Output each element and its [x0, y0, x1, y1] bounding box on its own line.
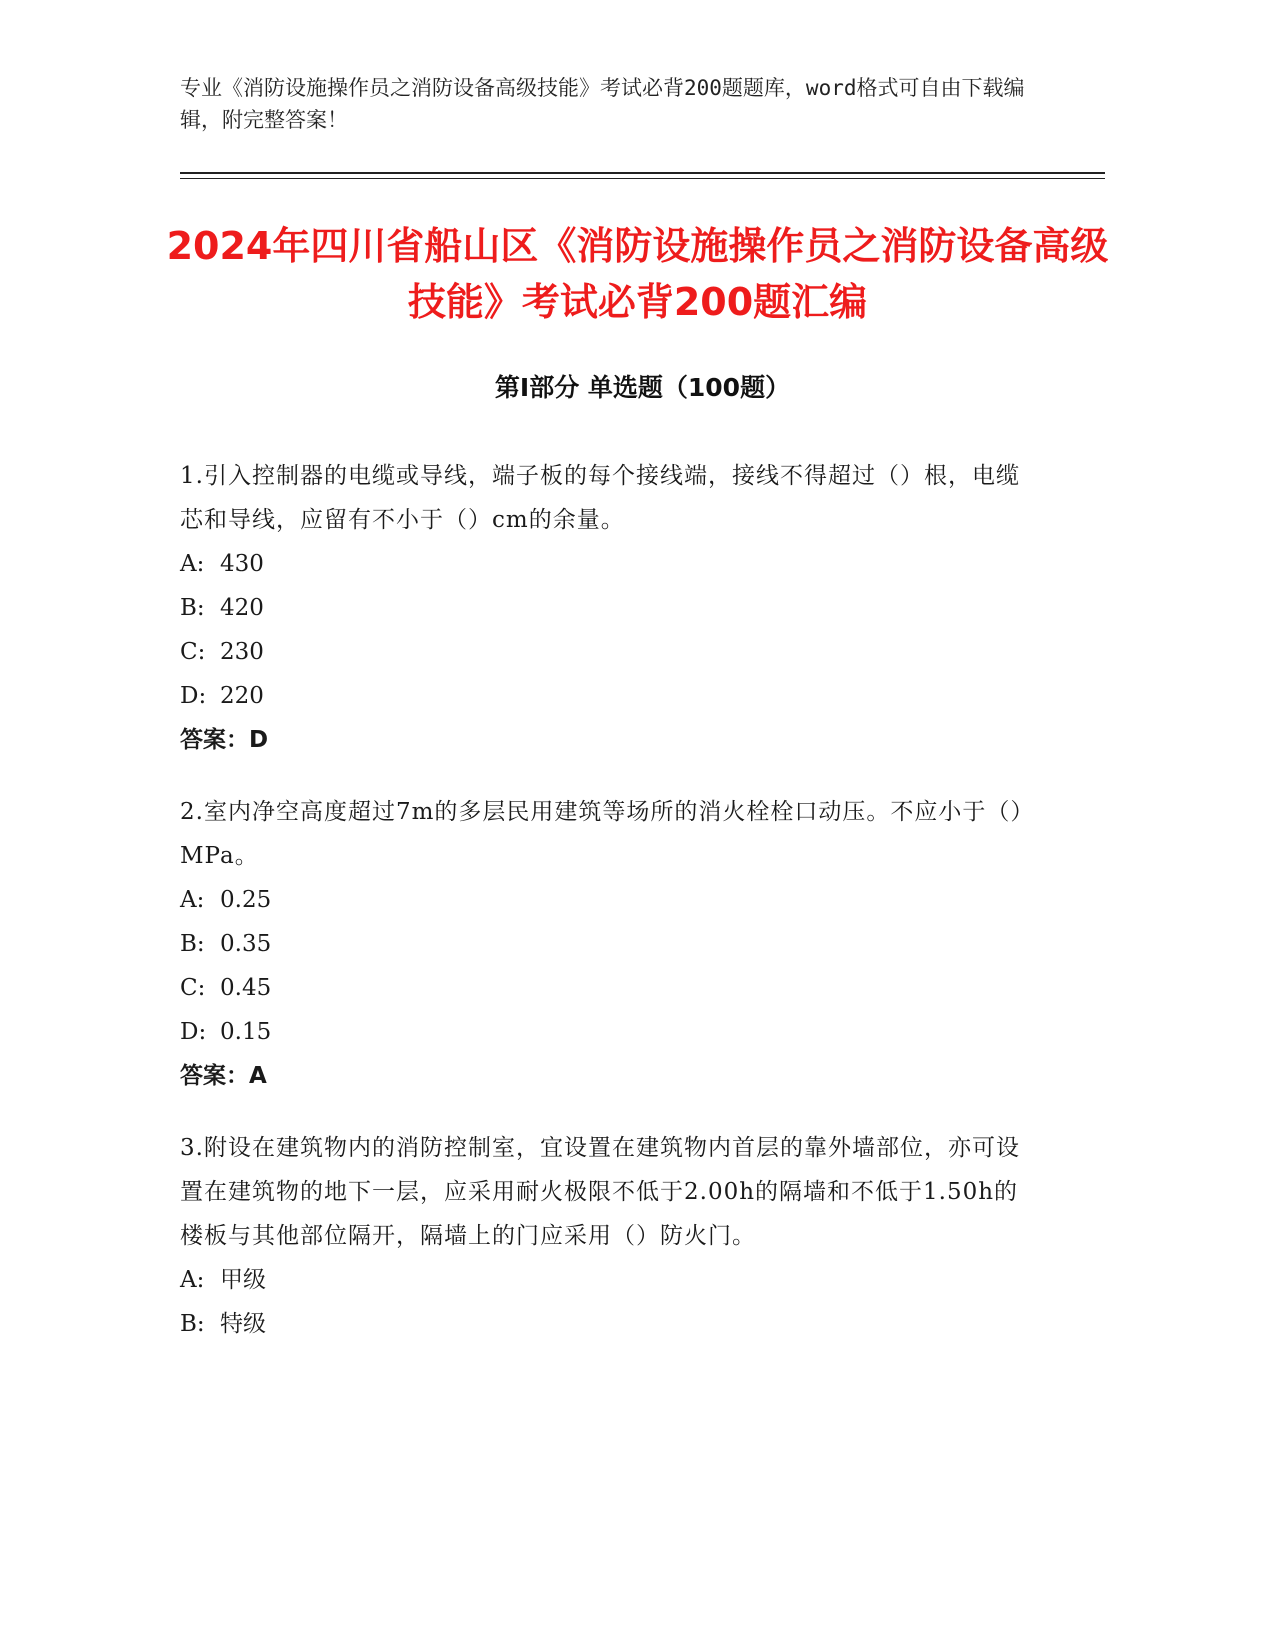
option-text: 0.15: [220, 1019, 272, 1045]
header-note: 专业《消防设施操作员之消防设备高级技能》考试必背200题题库，word格式可自由下载编辑，附完整答案！: [180, 76, 1025, 132]
option-letter: C:: [180, 639, 206, 665]
option-text: 0.35: [220, 931, 272, 957]
option-letter: D:: [180, 1019, 207, 1045]
option-letter: B:: [180, 1311, 205, 1337]
header-rule-thick: [180, 172, 1105, 174]
option-letter: B:: [180, 931, 205, 957]
option-letter: A:: [180, 887, 205, 913]
option-d: [180, 674, 1040, 718]
document-title: 2024年四川省船山区《消防设施操作员之消防设备高级技能》考试必背200题汇编: [166, 224, 1109, 324]
option-text: 0.45: [220, 975, 272, 1001]
option-text: 220: [220, 683, 264, 709]
option-c: [180, 630, 1040, 674]
option-letter: A:: [180, 1267, 205, 1293]
option-d: [180, 1010, 1040, 1054]
question-3: [180, 1126, 1040, 1346]
option-text: 230: [220, 639, 264, 665]
option-letter: A:: [180, 551, 205, 577]
option-letter: D:: [180, 683, 207, 709]
question-1: [180, 454, 1040, 762]
option-c: [180, 966, 1040, 1010]
question-stem: 2.室内净空高度超过7m的多层民用建筑等场所的消火栓栓口动压。不应小于（）MPa。: [180, 799, 1035, 869]
option-text: 430: [220, 551, 264, 577]
question-2: [180, 790, 1040, 1098]
option-text: 特级: [220, 1311, 266, 1337]
question-list: [180, 454, 1040, 1374]
option-text: 甲级: [220, 1267, 266, 1293]
option-letter: B:: [180, 595, 205, 621]
option-a: [180, 542, 1040, 586]
option-letter: C:: [180, 975, 206, 1001]
answer-line: 答案：D: [180, 727, 269, 753]
section-heading: 第I部分 单选题（100题）: [494, 373, 791, 402]
option-b: [180, 1302, 1040, 1346]
option-b: [180, 922, 1040, 966]
option-b: [180, 586, 1040, 630]
option-a: [180, 1258, 1040, 1302]
question-stem: 3.附设在建筑物内的消防控制室，宜设置在建筑物内首层的靠外墙部位，亦可设置在建筑物的地下一层，应采用耐火极限不低于2.00h的隔墙和不低于1.50h的楼板与其他部位隔开，隔墙上的门应采用（）防火门。: [180, 1135, 1020, 1249]
option-text: 420: [220, 595, 264, 621]
header-rule-thin: [180, 178, 1105, 179]
option-a: [180, 878, 1040, 922]
question-stem: 1.引入控制器的电缆或导线，端子板的每个接线端，接线不得超过（）根，电缆芯和导线，应留有不小于（）cm的余量。: [180, 463, 1020, 533]
option-text: 0.25: [220, 887, 272, 913]
answer-line: 答案：A: [180, 1063, 267, 1089]
